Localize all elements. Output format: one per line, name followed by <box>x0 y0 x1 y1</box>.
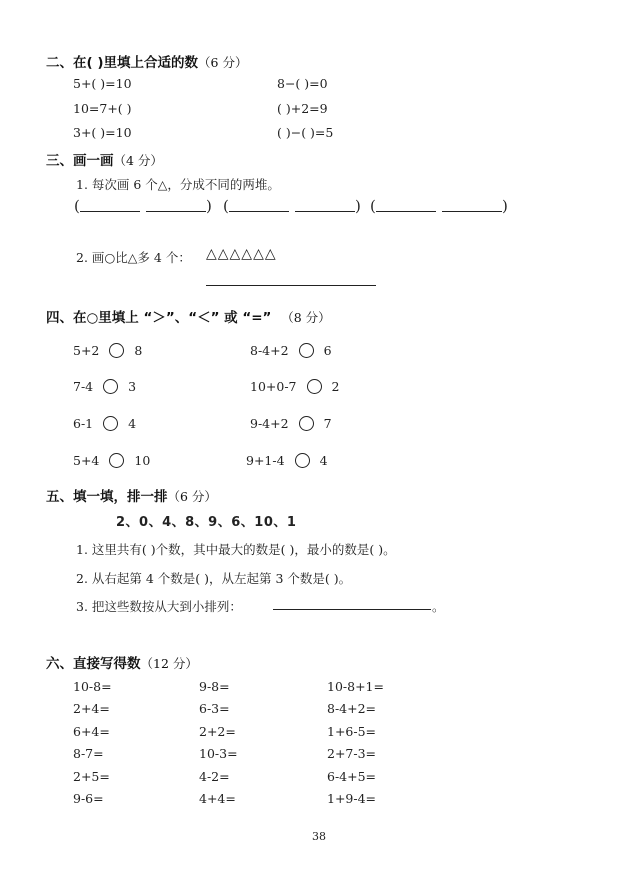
circle-blank[interactable] <box>295 453 310 468</box>
s5-question-3: 3. 把这些数按从大到小排列： <box>76 599 242 614</box>
compare-left: 5+2 <box>73 343 100 358</box>
s3-question-1: 1. 每次画 6 个△，分成不同的两堆。 <box>76 177 280 192</box>
compare-right: 4 <box>319 453 328 468</box>
calc-item: 9-8= <box>199 679 230 694</box>
section-3-points: （4 分） <box>113 153 163 168</box>
calc-column-3 <box>327 676 384 810</box>
circle-blank[interactable] <box>103 379 118 394</box>
section-2-heading <box>46 51 247 71</box>
calc-item: 2+7-3= <box>327 746 377 762</box>
compare-item <box>250 343 332 358</box>
s2-item: ( )−( )=5 <box>277 125 334 140</box>
compare-item <box>250 416 332 431</box>
section-6-title: 六、直接写得数 <box>46 656 141 672</box>
circle-blank[interactable] <box>307 379 322 394</box>
calc-item: 1+9-4= <box>327 791 377 807</box>
compare-right: 10 <box>134 453 151 468</box>
compare-right: 6 <box>323 343 332 358</box>
compare-item <box>73 343 142 358</box>
calc-item: 2+4= <box>73 701 110 717</box>
compare-right: 7 <box>323 416 332 431</box>
answer-blank[interactable] <box>229 211 289 212</box>
section-5-points: （6 分） <box>167 489 217 504</box>
section-2-points: （6 分） <box>198 55 248 70</box>
calc-item: 10-8+1= <box>327 679 384 694</box>
calc-item: 6+4= <box>73 723 110 739</box>
s2-item: 8−( )=0 <box>277 76 328 91</box>
section-6-points: （12 分） <box>140 656 198 671</box>
bracket-close: ) <box>502 197 508 215</box>
section-4-title: 四、在○里填上 “＞”、“＜” 或 “=” <box>46 310 272 326</box>
circle-blank[interactable] <box>103 416 118 431</box>
calc-item: 6-4+5= <box>327 768 377 784</box>
calc-item: 8-7= <box>73 746 104 762</box>
section-4-heading <box>46 306 331 326</box>
s5-question-1: 1. 这里共有( )个数，其中最大的数是( )，最小的数是( )。 <box>76 542 396 557</box>
triangle-row: △△△△△△ <box>206 246 277 262</box>
s5-question-2: 2. 从右起第 4 个数是( )，从左起第 3 个数是( )。 <box>76 571 352 586</box>
compare-left: 9+1-4 <box>246 453 285 468</box>
calc-item: 2+5= <box>73 768 110 784</box>
answer-blank[interactable] <box>80 211 140 212</box>
compare-item <box>73 416 136 431</box>
answer-blank[interactable] <box>442 211 502 212</box>
calc-column-2 <box>199 676 238 810</box>
section-5-title: 五、填一填，排一排 <box>46 489 168 505</box>
calc-item: 9-6= <box>73 791 104 807</box>
calc-item: 1+6-5= <box>327 723 377 739</box>
calc-item: 6-3= <box>199 701 230 717</box>
calc-item: 10-8= <box>73 679 112 694</box>
circle-blank[interactable] <box>299 343 314 358</box>
compare-left: 8-4+2 <box>250 343 289 358</box>
compare-right: 4 <box>128 416 137 431</box>
calc-item: 2+2= <box>199 723 236 739</box>
calc-item: 8-4+2= <box>327 701 377 717</box>
section-4-points: （8 分） <box>287 310 331 325</box>
drawing-answer-line[interactable] <box>206 285 376 286</box>
number-sequence: 2、0、4、8、9、6、10、1 <box>116 515 297 530</box>
section-3-title: 三、画一画 <box>46 153 114 169</box>
calc-item: 4+4= <box>199 791 236 807</box>
s5-question-3-end: 。 <box>432 599 445 614</box>
compare-left: 6-1 <box>73 416 94 431</box>
page-number: 38 <box>312 830 326 843</box>
compare-right: 3 <box>128 379 137 394</box>
compare-right: 8 <box>134 343 143 358</box>
s2-item: 3+( )=10 <box>73 125 132 140</box>
compare-item <box>73 453 150 468</box>
s2-item: ( )+2=9 <box>277 101 328 116</box>
answer-blank[interactable] <box>146 211 206 212</box>
compare-left: 7-4 <box>73 379 94 394</box>
bracket-open: ( <box>370 197 376 215</box>
calc-item: 10-3= <box>199 746 238 762</box>
answer-blank[interactable] <box>295 211 355 212</box>
s2-item: 10=7+( ) <box>73 101 132 116</box>
s3-question-2: 2. 画○比△多 4 个： <box>76 250 191 265</box>
compare-left: 9-4+2 <box>250 416 289 431</box>
s2-item: 5+( )=10 <box>73 76 132 91</box>
compare-left: 10+0-7 <box>250 379 297 394</box>
bracket-open: ( <box>74 197 80 215</box>
calc-item: 4-2= <box>199 768 230 784</box>
section-2-title: 二、在( )里填上合适的数 <box>46 55 199 71</box>
section-6-heading <box>46 652 198 672</box>
bracket-close: ) <box>355 197 361 215</box>
answer-blank[interactable] <box>376 211 436 212</box>
compare-item <box>246 453 328 468</box>
compare-item <box>250 379 339 394</box>
compare-right: 2 <box>331 379 340 394</box>
circle-blank[interactable] <box>109 453 124 468</box>
circle-blank[interactable] <box>299 416 314 431</box>
bracket-open: ( <box>223 197 229 215</box>
section-5-heading <box>46 485 217 505</box>
circle-blank[interactable] <box>109 343 124 358</box>
bracket-close: ) <box>206 197 212 215</box>
answer-line[interactable] <box>273 609 431 610</box>
compare-item <box>73 379 136 394</box>
section-3-heading <box>46 149 163 169</box>
calc-column-1 <box>73 676 112 810</box>
compare-left: 5+4 <box>73 453 100 468</box>
